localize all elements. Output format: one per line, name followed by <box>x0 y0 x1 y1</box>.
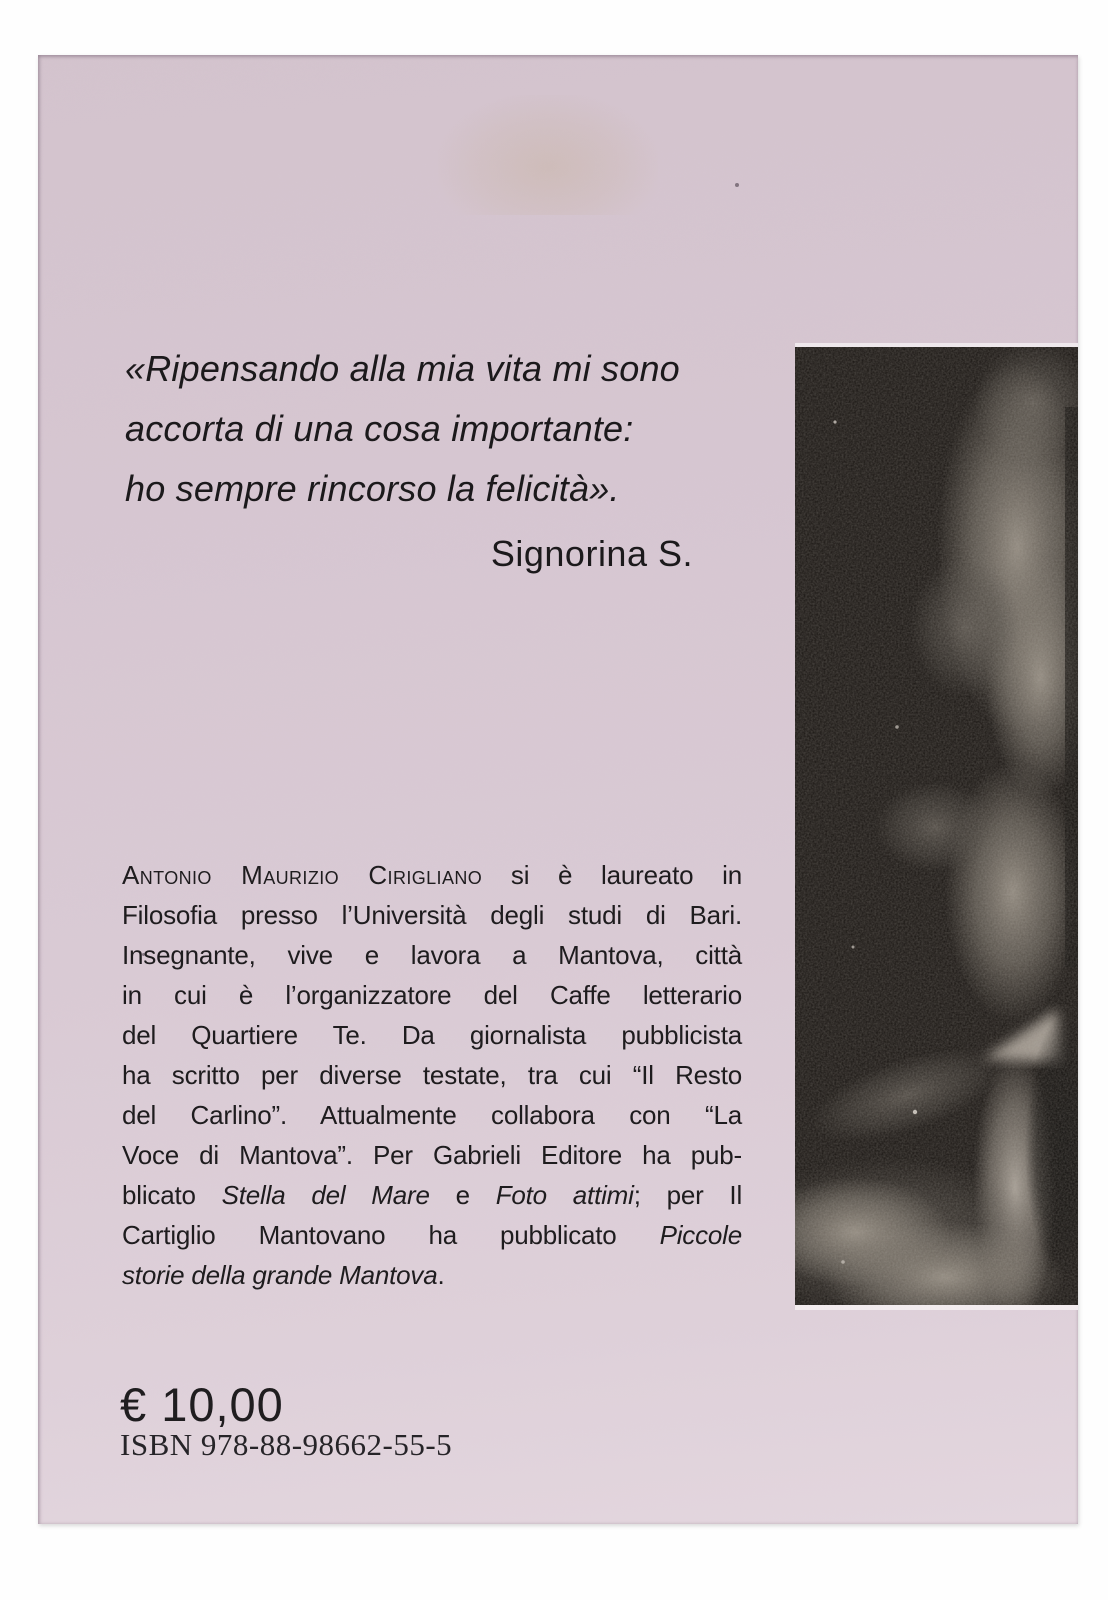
quote-line: ho sempre rincorso la felicità». <box>125 468 620 509</box>
quote-lines <box>125 339 693 519</box>
bio-text: Insegnante, vive e lavora a Mantova, città <box>122 940 742 970</box>
bio-line <box>122 855 742 895</box>
bio-text: . <box>437 1260 445 1290</box>
bio-line <box>122 1055 742 1095</box>
quote-line: «Ripensando alla mia vita mi sono <box>125 348 680 389</box>
isbn-label: ISBN 978-88-98662-55-5 <box>120 1427 453 1462</box>
bio-text: e <box>429 1180 496 1210</box>
bio-text: Filosofia presso l’Università degli studi di Bari. <box>122 900 742 930</box>
bio-text: blicato <box>122 1180 222 1210</box>
book-title: storie della grande Mantova <box>122 1260 438 1290</box>
author-photo-image <box>795 347 1078 1305</box>
bio-line <box>122 1175 742 1215</box>
price-label: € 10,00 <box>120 1378 284 1431</box>
quote-attribution: Signorina S. <box>490 533 693 574</box>
bio-line <box>122 1095 742 1135</box>
bio-text: ; per Il <box>633 1180 743 1210</box>
bio-text: ha scritto per diverse testate, tra cui “Il Resto <box>122 1060 742 1090</box>
bio-text: Cartiglio Mantovano ha pubblicato <box>122 1220 660 1250</box>
dust-speck <box>735 183 739 187</box>
book-title: Stella del Mare <box>221 1180 430 1210</box>
bio-text: si è laureato in <box>482 860 742 890</box>
book-title: Piccole <box>659 1220 742 1250</box>
book-title: Foto attimi <box>495 1180 634 1210</box>
bio-line <box>122 1215 742 1255</box>
bio-text: del Quartiere Te. Da giornalista pubblicista <box>122 1020 742 1050</box>
book-back-cover <box>38 55 1078 1524</box>
quote-line: accorta di una cosa importante: <box>125 408 634 449</box>
bio-line <box>122 1135 742 1175</box>
bio-line <box>122 975 742 1015</box>
bio-line <box>122 1255 742 1295</box>
bio-text: Voce di Mantova”. Per Gabrieli Editore ha pub- <box>122 1140 742 1170</box>
author-name: Antonio Maurizio Cirigliano <box>122 860 483 890</box>
bio-lines <box>122 855 742 1295</box>
bio-text: del Carlino”. Attualmente collabora con “La <box>122 1100 742 1130</box>
paper-stain <box>438 95 658 215</box>
bio-line <box>122 895 742 935</box>
author-photo <box>795 343 1078 1310</box>
bio-text: in cui è l’organizzatore del Caffe letterario <box>122 980 742 1010</box>
bio-line <box>122 1015 742 1055</box>
bio-line <box>122 935 742 975</box>
